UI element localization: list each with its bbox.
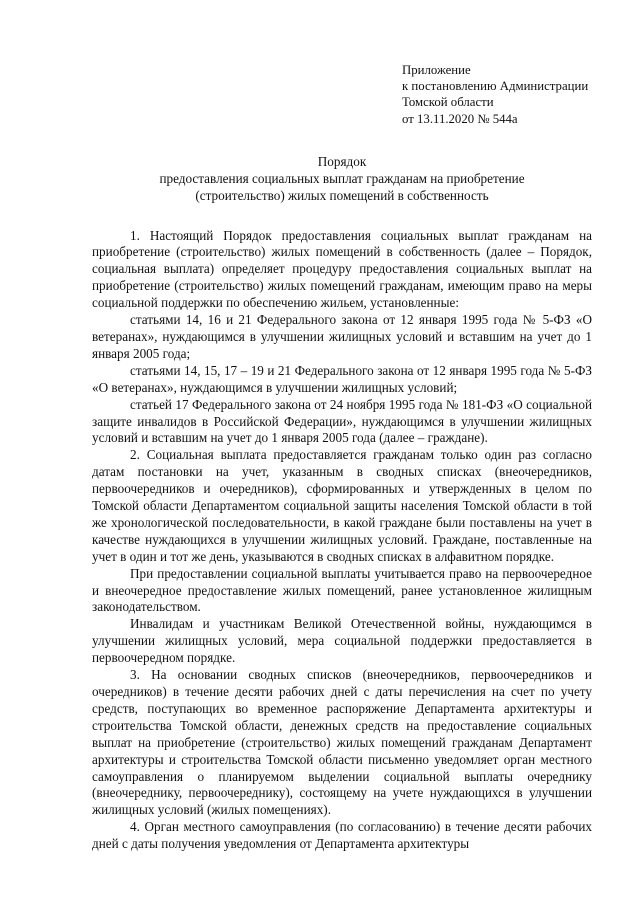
- appendix-block: [402, 62, 592, 127]
- paragraph: Инвалидам и участникам Великой Отечественной войны, нуждающимся в улучшении жилищных условий, мера социальной поддержки предоставляется в первоочередном порядке.: [92, 616, 592, 666]
- appendix-line: Приложение: [402, 63, 471, 77]
- paragraph: статьями 14, 15, 17 – 19 и 21 Федерального закона от 12 января 1995 года № 5-ФЗ «О ветеранах», нуждающимся в улучшении жилищных условий;: [92, 362, 592, 395]
- document-title: [92, 154, 592, 205]
- paragraph: При предоставлении социальной выплаты учитывается право на первоочередное и внеочередное предоставление жилых помещений, ранее установленное жилищным законодательством.: [92, 565, 592, 615]
- paragraph: статьей 17 Федерального закона от 24 ноября 1995 года № 181-ФЗ «О социальной защите инвалидов в Российской Федерации», нуждающимся в улучшении жилищных условий и вставшим на учет до 1 января 2005 года (далее – граждане).: [92, 396, 592, 446]
- paragraph: 4. Орган местного самоуправления (по согласованию) в течение десяти рабочих дней с даты получения уведомления от Департамента архитектуры: [92, 819, 592, 852]
- title-line: Порядок: [317, 153, 367, 169]
- appendix-line: Томской области: [402, 95, 494, 110]
- paragraph: статьями 14, 16 и 21 Федерального закона от 12 января 1995 года № 5-ФЗ «О ветеранах», нуждающимся в улучшении жилищных условий и вставшим на учет до 1 января 2005 года;: [92, 312, 592, 361]
- document-body: [92, 228, 592, 854]
- paragraph: 2. Социальная выплата предоставляется гражданам только один раз согласно датам постановки на учет, указанным в сводных списках (внеочередников, первоочередников и очередников), сформированных и утвержденных в целом по Томской области Департаментом социальной защиты населения Томской области в той же хронологической последовательности, в какой граждане были поставлены на учет в качестве нуждающихся в улучшении жилищных условий. Граждане, поставленные на учет в один и тот же день, указываются в сводных списках в алфавитном порядке.: [92, 447, 592, 564]
- paragraph: 1. Настоящий Порядок предоставления социальных выплат гражданам на приобретение (строительство) жилых помещений в собственность (далее – Порядок, социальная выплата) определяет процедуру предоставления социальных выплат на приобретение (строительство) жилых помещений гражданам, имеющим право на меры социальной поддержки по обеспечению жильем, установленные:: [92, 227, 592, 311]
- title-line: предоставления социальных выплат гражданам на приобретение: [159, 170, 525, 186]
- appendix-line: к постановлению Администрации: [402, 79, 589, 94]
- appendix-line: от 13.11.2020 № 544а: [402, 111, 518, 126]
- paragraph: 3. На основании сводных списков (внеочередников, первоочередников и очередников) в течение десяти рабочих дней с даты перечисления на счет по учету средств, поступающих во временное распоряжение Департамента архитектуры и строительства Томской области, денежных средств на предоставление социальных выплат на приобретение (строительство) жилых помещений гражданам Департамент архитектуры и строительства Томской области письменно уведомляет орган местного самоуправления о планируемом выделении социальной выплаты очереднику (внеочереднику, первоочереднику), состоящему на учете нуждающихся в улучшении жилищных условий (жилых помещениях).: [92, 667, 592, 818]
- title-line: (строительство) жилых помещений в собственность: [195, 187, 489, 203]
